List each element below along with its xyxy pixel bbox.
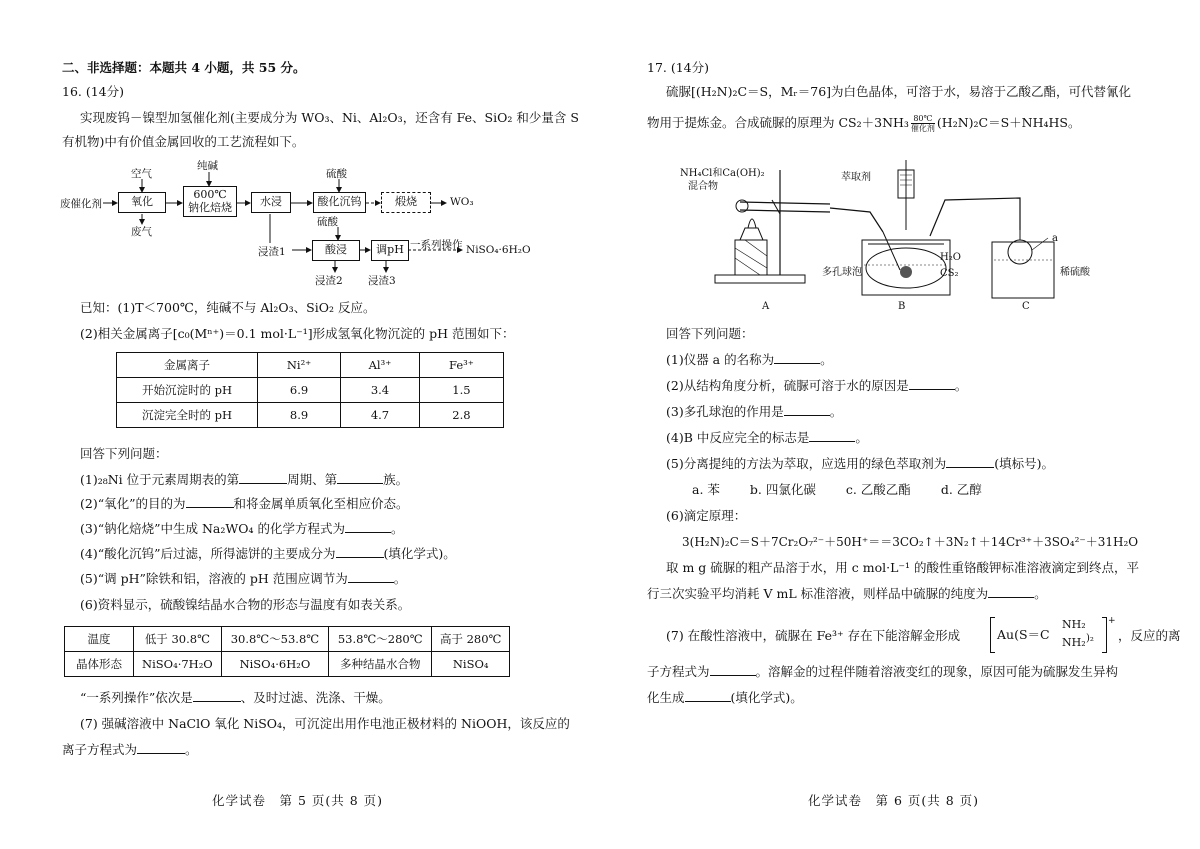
q16-part4-text-a: (4)“酸化沉钨”后过滤，所得滤饼的主要成分为: [80, 546, 336, 561]
crystal-table-cell: NiSO₄: [432, 652, 510, 677]
q16-part5-text-a: (5)“调 pH”除铁和铝，溶液的 pH 范围应调节为: [80, 571, 348, 586]
flow-acid-precip-box: 酸化沉钨: [313, 192, 366, 213]
q17-part5-text-b: (填标号)。: [994, 456, 1054, 471]
known-condition-1: 已知：(1)T＜700℃，纯碱不与 Al₂O₃、SiO₂ 反应。: [80, 300, 376, 315]
q17-part1-text-b: 。: [820, 352, 833, 367]
q16-part2-text-a: (2)“氧化”的目的为: [80, 496, 186, 511]
crystal-table-cell: 多种结晶水合物: [329, 652, 432, 677]
q16-part5-text-b: 。: [393, 571, 407, 586]
crystal-table-cell: NiSO₄·7H₂O: [134, 652, 222, 677]
flow-air-label: 空气: [131, 168, 152, 180]
q17-part5: [666, 456, 1054, 472]
q17-part6-text2-b: 。: [1034, 586, 1047, 601]
q16-part1-text-c: 族。: [383, 472, 409, 487]
titration-equation: 3(H₂N)₂C＝S＋7Cr₂O₇²⁻＋50H⁺＝＝3CO₂↑＋3N₂↑＋14Cr³⁺＋3SO₄²⁻＋31H₂O: [682, 535, 1139, 549]
label-apparatus-b: B: [898, 301, 906, 312]
flow-acid-leach-box: 酸浸: [312, 240, 360, 261]
answer-blank[interactable]: [909, 378, 955, 390]
complex-subscript: )₂: [1086, 633, 1094, 644]
gold-complex-formula: [990, 616, 1116, 651]
complex-nh2-bottom: NH₂: [1062, 636, 1086, 649]
q17-part7-line3-b: (填化学式)。: [730, 690, 803, 705]
option-a[interactable]: a. 苯: [692, 482, 720, 497]
label-cs2: CS₂: [940, 268, 959, 279]
flow-adjust-ph-box: 调pH: [371, 240, 409, 261]
q16-part7-text-b: 。: [185, 742, 198, 757]
q17-part7-text-a: (7) 在酸性溶液中，硫脲在 Fe³⁺ 存在下能溶解金形成: [666, 628, 961, 643]
q17-intro-line2: [647, 114, 1080, 133]
q17-part7-line2-a: 子方程式为: [647, 664, 710, 679]
answer-blank[interactable]: [337, 472, 383, 484]
ph-table-header-cell: 金属离子: [117, 353, 258, 378]
answer-blank[interactable]: [348, 571, 394, 583]
crystal-table-row: [65, 652, 510, 677]
flow-wo3-product: WO₃: [450, 196, 474, 208]
q17-part7-line3-a: 化生成: [647, 690, 685, 705]
q17-part4-text-a: (4)B 中反应完全的标志是: [666, 430, 810, 445]
q17-part7-text-b: ，反应的离: [1118, 628, 1181, 643]
q17-part5-text-a: (5)分离提纯的方法为萃取，应选用的绿色萃取剂为: [666, 456, 947, 471]
page-footer-right: 化学试卷 第 6 页(共 8 页): [808, 793, 980, 808]
ph-table-cell: 8.9: [258, 403, 341, 428]
answer-blank[interactable]: [809, 430, 855, 442]
answer-blank[interactable]: [137, 742, 185, 754]
q16-part3-text-b: 。: [390, 521, 404, 536]
ph-table-header-cell: Fe³⁺: [419, 353, 503, 378]
q17-part1-text-a: (1)仪器 a 的名称为: [666, 352, 775, 367]
flow-waste-gas-label: 废气: [131, 226, 152, 238]
answer-blank[interactable]: [774, 352, 820, 364]
q17-part2-text-a: (2)从结构角度分析，硫脲可溶于水的原因是: [666, 378, 909, 393]
q16-intro-line2: 有机物)中有价值金属回收的工艺流程如下。: [62, 134, 305, 149]
ph-table-cell: 2.8: [419, 403, 503, 428]
known-condition-2: (2)相关金属离子[c₀(Mⁿ⁺)＝0.1 mol·L⁻¹]形成氢氧化物沉淀的 pH 范围如下：: [80, 326, 515, 341]
q16-intro-line1: 实现废钨－镍型加氢催化剂(主要成分为 WO₃、Ni、Al₂O₃，还含有 Fe、SiO₂ 和少量含 S: [80, 110, 579, 125]
q16-part2-text-b: 和将金属单质氧化至相应价态。: [233, 496, 409, 511]
q17-part6-text2: [647, 586, 1047, 602]
section-title: 二、非选择题：本题共 4 小题，共 55 分。: [62, 60, 306, 75]
complex-core: Au(S＝C: [997, 627, 1050, 642]
label-dilute-sulfuric: 稀硫酸: [1060, 267, 1090, 278]
reaction-condition: [911, 114, 935, 133]
q16-part6-ops-text-a: “一系列操作”依次是: [80, 690, 193, 705]
ph-table-cell: 4.7: [341, 403, 420, 428]
option-c[interactable]: c. 乙酸乙酯: [845, 482, 911, 497]
q16-part7-line1: (7) 强碱溶液中 NaClO 氧化 NiSO₄，可沉淀出用作电池正极材料的 NiOOH，该反应的: [80, 716, 570, 731]
flow-sulfuric2-label: 硫酸: [317, 216, 338, 228]
q17-part5-options: [692, 482, 982, 498]
page-footer-left: 化学试卷 第 5 页(共 8 页): [212, 793, 384, 808]
flow-water-leach-box: 水浸: [251, 192, 291, 213]
answer-blank[interactable]: [186, 496, 234, 508]
crystal-table-row: [65, 627, 510, 652]
q17-part6-text2-a: 行三次实验平均消耗 V mL 标准溶液，则样品中硫脲的纯度为: [647, 586, 989, 601]
ph-table-cell: 1.5: [419, 378, 503, 403]
crystal-table-cell: 温度: [65, 627, 134, 652]
q17-part2: [666, 378, 967, 394]
q16-part5: [80, 571, 406, 587]
label-apparatus-a: A: [762, 301, 770, 312]
q17-part1: [666, 352, 833, 368]
flow-roast-name: 钠化焙烧: [188, 201, 232, 214]
q17-part7-line2: [647, 664, 1118, 680]
q16-part7-text-a: 离子方程式为: [62, 742, 138, 757]
crystal-table-cell: 晶体形态: [65, 652, 134, 677]
answer-prompt-17: 回答下列问题：: [666, 326, 754, 341]
label-extractant: 萃取剂: [841, 172, 871, 183]
q17-part2-text-b: 。: [954, 378, 968, 393]
flow-start-label: 废催化剂: [60, 198, 102, 210]
answer-blank[interactable]: [784, 404, 830, 416]
flow-calcine-box: 煅烧: [381, 192, 431, 213]
right-page: [600, 0, 1200, 849]
answer-blank[interactable]: [710, 664, 756, 676]
option-b[interactable]: b. 四氯化碳: [749, 482, 816, 497]
crystal-table-cell: 低于 30.8℃: [134, 627, 222, 652]
answer-blank[interactable]: [239, 472, 287, 484]
label-water: H₂O: [940, 252, 961, 263]
complex-nh2-top: NH₂: [1062, 618, 1086, 631]
q16-part3-text-a: (3)“钠化焙烧”中生成 Na₂WO₄ 的化学方程式为: [80, 521, 345, 536]
label-apparatus-c: C: [1022, 301, 1030, 312]
q16-part2: [80, 496, 409, 512]
q17-part3: [666, 404, 842, 420]
q17-part6-title: (6)滴定原理：: [666, 508, 747, 523]
condition-catalyst: 催化剂: [910, 124, 935, 133]
q17-part3-text-a: (3)多孔球泡的作用是: [666, 404, 784, 419]
ph-range-table: [116, 352, 504, 428]
flow-series-ops-label: 一系列操作: [410, 239, 463, 251]
bracket-left: [990, 617, 995, 653]
answer-blank[interactable]: [685, 690, 731, 702]
complex-charge: +: [1108, 616, 1116, 626]
label-instrument-a: a: [1052, 233, 1058, 244]
q17-intro-line1: 硫脲[(H₂N)₂C＝S，Mᵣ＝76]为白色晶体，可溶于水，易溶于乙酸乙酯，可代替氰化: [666, 84, 1132, 99]
q16-part6-ops: [80, 690, 391, 706]
q16-part6: (6)资料显示，硫酸镍结晶水合物的形态与温度有如表关系。: [80, 597, 411, 612]
ph-table-row: [117, 403, 504, 428]
crystal-table-cell: NiSO₄·6H₂O: [221, 652, 328, 677]
ph-table-row: [117, 378, 504, 403]
q16-part1-text-a: (1)₂₈Ni 位于元素周期表的第: [80, 472, 240, 487]
answer-blank[interactable]: [193, 690, 241, 702]
q16-part7-line2: [62, 742, 198, 758]
q17-part7-line3: [647, 690, 803, 706]
crystal-table-cell: 高于 280℃: [432, 627, 510, 652]
crystal-table-cell: 53.8℃～280℃: [329, 627, 432, 652]
q17-part7-line1: [666, 628, 960, 644]
label-reagent-mixture-line2: 混合物: [688, 181, 718, 192]
ph-table-cell: 6.9: [258, 378, 341, 403]
question-17-header: 17. (14分): [647, 60, 710, 75]
flow-residue1-label: 浸渣1: [258, 246, 286, 258]
answer-blank[interactable]: [946, 456, 994, 468]
flow-niso4-product: NiSO₄·6H₂O: [466, 244, 531, 256]
answer-blank[interactable]: [336, 546, 384, 558]
ph-table-header-cell: Al³⁺: [341, 353, 420, 378]
answer-blank[interactable]: [988, 586, 1034, 598]
flow-residue2-label: 浸渣2: [315, 275, 343, 287]
flow-residue3-label: 浸渣3: [368, 275, 396, 287]
flow-soda-label: 纯碱: [197, 160, 218, 172]
q17-intro-text-a: 物用于提炼金。合成硫脲的原理为 CS₂＋3NH₃: [647, 115, 909, 130]
flow-roast-box: [183, 186, 237, 217]
flow-sulfuric1-label: 硫酸: [326, 168, 347, 180]
ph-table-cell: 开始沉淀时的 pH: [117, 378, 258, 403]
crystal-form-table: [64, 626, 510, 677]
q17-part4-text-b: 。: [855, 430, 868, 445]
q17-part3-text-b: 。: [829, 404, 843, 419]
q16-part6-ops-text-b: 、及时过滤、洗涤、干燥。: [240, 690, 391, 705]
flow-oxidation-box: 氧化: [118, 192, 166, 213]
ph-table-cell: 3.4: [341, 378, 420, 403]
ph-table-cell: 沉淀完全时的 pH: [117, 403, 258, 428]
q17-part4: [666, 430, 868, 446]
q17-part7-line2-b: 。溶解金的过程伴随着溶液变红的现象，原因可能为硫脲发生异构: [755, 664, 1119, 679]
q17-intro-text-b: (H₂N)₂C＝S＋NH₄HS。: [936, 115, 1081, 130]
option-d[interactable]: d. 乙醇: [940, 482, 982, 497]
ph-table-header-row: [117, 353, 504, 378]
q17-part6-text1: 取 m g 硫脲的粗产品溶于水，用 c mol·L⁻¹ 的酸性重铬酸钾标准溶液滴定到终点，平: [666, 560, 1139, 575]
ph-table-header-cell: Ni²⁺: [258, 353, 341, 378]
q16-part4-text-b: (填化学式)。: [383, 546, 456, 561]
answer-prompt: 回答下列问题：: [80, 446, 168, 461]
label-reagent-mixture-line1: NH₄Cl和Ca(OH)₂: [680, 168, 765, 179]
label-porous-bubbler: 多孔球泡: [822, 267, 862, 278]
flow-roast-temp: 600℃: [193, 188, 227, 201]
question-16-header: 16. (14分): [62, 84, 125, 99]
q16-part4: [80, 546, 456, 562]
answer-blank[interactable]: [345, 521, 391, 533]
q16-part1: [80, 472, 408, 488]
q16-part3: [80, 521, 403, 537]
bracket-right: [1102, 617, 1107, 653]
q16-part1-text-b: 周期、第: [287, 472, 338, 487]
crystal-table-cell: 30.8℃～53.8℃: [221, 627, 328, 652]
condition-temperature: 80℃: [911, 114, 935, 124]
